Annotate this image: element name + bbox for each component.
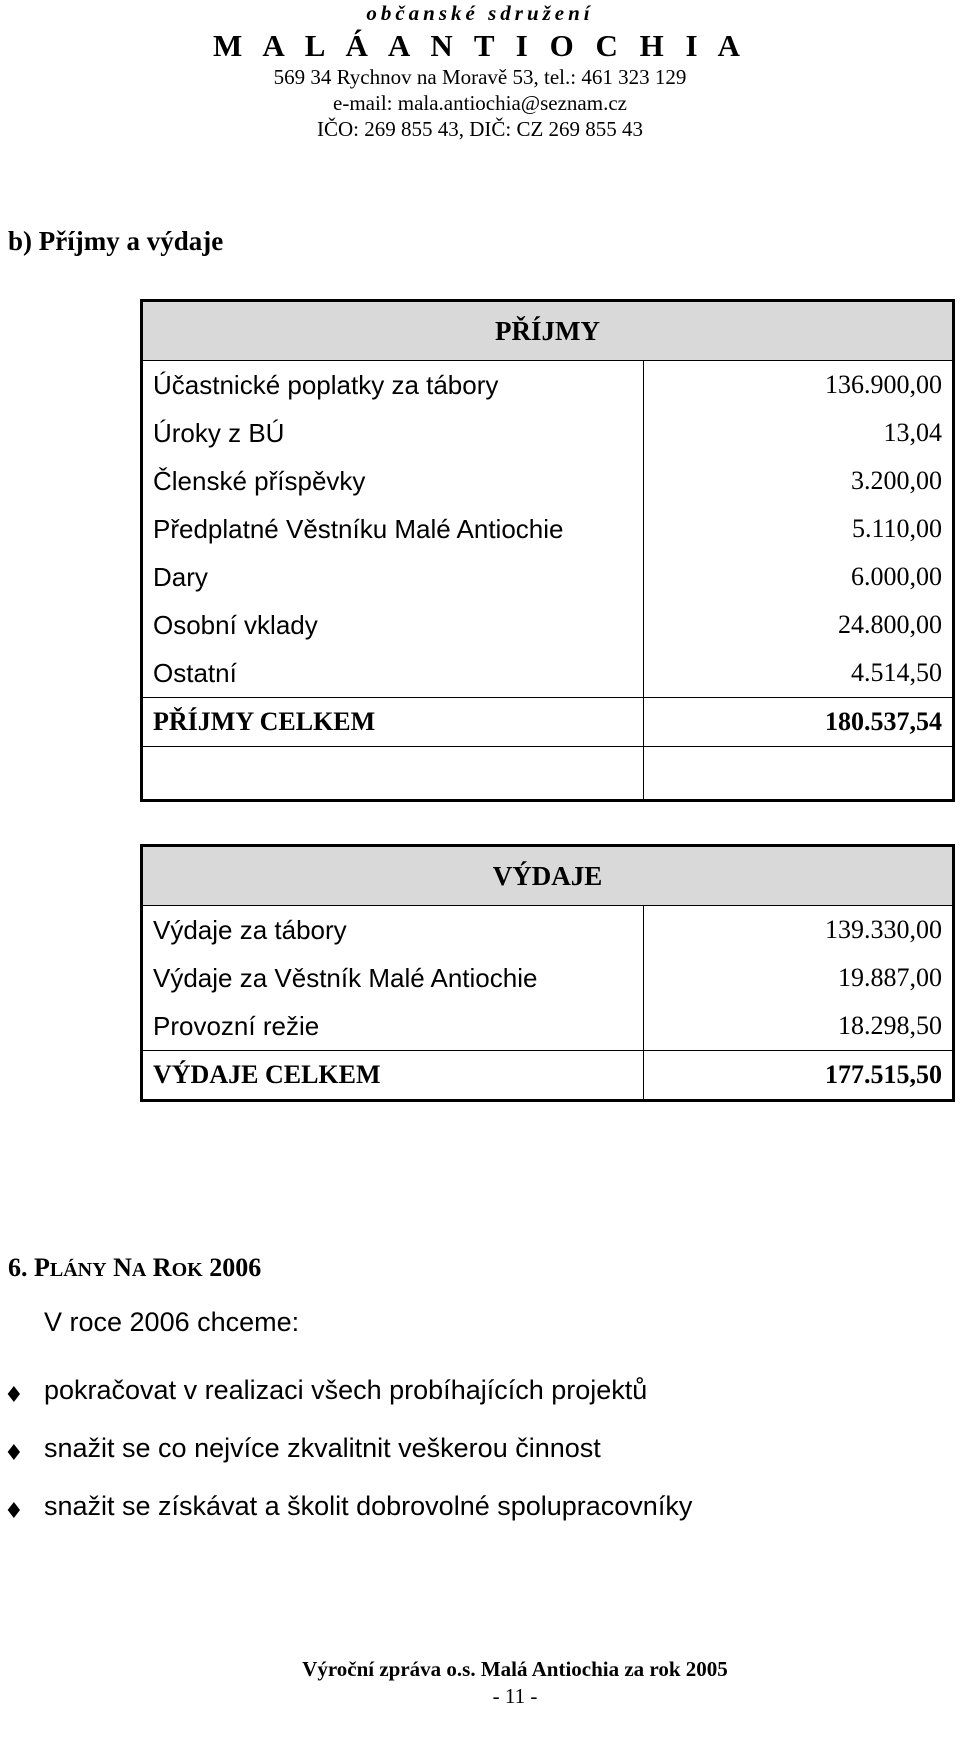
row-label: Předplatné Věstníku Malé Antiochie — [142, 505, 644, 553]
total-label: VÝDAJE CELKEM — [142, 1051, 644, 1101]
row-label: Výdaje za tábory — [142, 906, 644, 955]
table-row — [142, 906, 954, 955]
row-value: 4.514,50 — [851, 658, 942, 687]
organization-name: M A L Á A N T I O C H I A — [213, 28, 747, 63]
table-row — [142, 505, 954, 553]
list-item: ♦ snažit se získávat a školit dobrovolné spolupracovníky — [4, 1491, 693, 1524]
diamond-bullet-icon: ♦ — [4, 1499, 24, 1524]
row-label: Úroky z BÚ — [142, 409, 644, 457]
letterhead — [0, 0, 960, 142]
row-value: 18.298,50 — [838, 1011, 942, 1040]
row-label: Osobní vklady — [142, 601, 644, 649]
plans-list — [0, 1375, 960, 1549]
organization-email: e-mail: mala.antiochia@seznam.cz — [333, 91, 627, 115]
row-value: 139.330,00 — [825, 915, 942, 944]
row-value: 19.887,00 — [838, 963, 942, 992]
total-row — [142, 1051, 954, 1101]
table-row — [142, 553, 954, 601]
row-value: 13,04 — [883, 418, 942, 447]
diamond-bullet-icon: ♦ — [4, 1383, 24, 1408]
income-title: PŘÍJMY — [142, 301, 954, 361]
row-label: Členské příspěvky — [142, 457, 644, 505]
table-row — [142, 649, 954, 698]
total-value: 177.515,50 — [644, 1051, 954, 1101]
page-number: - 11 - — [492, 1684, 538, 1708]
list-item: ♦ snažit se co nejvíce zkvalitnit veškerou činnost — [4, 1433, 601, 1466]
row-label: Dary — [142, 553, 644, 601]
total-label: PŘÍJMY CELKEM — [142, 698, 644, 747]
row-label: Provozní režie — [142, 1002, 644, 1051]
row-value: 3.200,00 — [851, 466, 942, 495]
row-value: 6.000,00 — [851, 562, 942, 591]
footer-title: Výroční zpráva o.s. Malá Antiochia za rok 2005 — [302, 1657, 728, 1681]
total-row — [142, 698, 954, 747]
row-label: Ostatní — [142, 649, 644, 698]
income-table — [140, 299, 955, 802]
organization-ids: IČO: 269 855 43, DIČ: CZ 269 855 43 — [316, 117, 644, 141]
empty-row — [142, 747, 954, 801]
row-label: Účastnické poplatky za tábory — [142, 361, 644, 410]
list-item: ♦ pokračovat v realizaci všech probíhajících projektů — [4, 1375, 648, 1408]
total-value: 180.537,54 — [644, 698, 954, 747]
table-row — [142, 409, 954, 457]
diamond-bullet-icon: ♦ — [4, 1441, 24, 1466]
organization-type: občanské sdružení — [366, 1, 594, 25]
table-row — [142, 601, 954, 649]
table-row — [142, 361, 954, 410]
table-row — [142, 954, 954, 1002]
section-heading: b) Příjmy a výdaje — [8, 226, 224, 256]
expenses-title: VÝDAJE — [142, 846, 954, 906]
row-label: Výdaje za Věstník Malé Antiochie — [142, 954, 644, 1002]
page-footer — [0, 1655, 960, 1709]
expenses-table — [140, 844, 955, 1102]
plans-heading: 6. PLÁNY NA ROK 2006 — [8, 1253, 262, 1282]
organization-address: 569 34 Rychnov na Moravě 53, tel.: 461 323 129 — [273, 65, 687, 89]
row-value: 24.800,00 — [838, 610, 942, 639]
table-row — [142, 1002, 954, 1051]
row-value: 136.900,00 — [825, 370, 942, 399]
plans-intro: V roce 2006 chceme: — [44, 1307, 300, 1337]
row-value: 5.110,00 — [851, 514, 942, 543]
table-row — [142, 457, 954, 505]
